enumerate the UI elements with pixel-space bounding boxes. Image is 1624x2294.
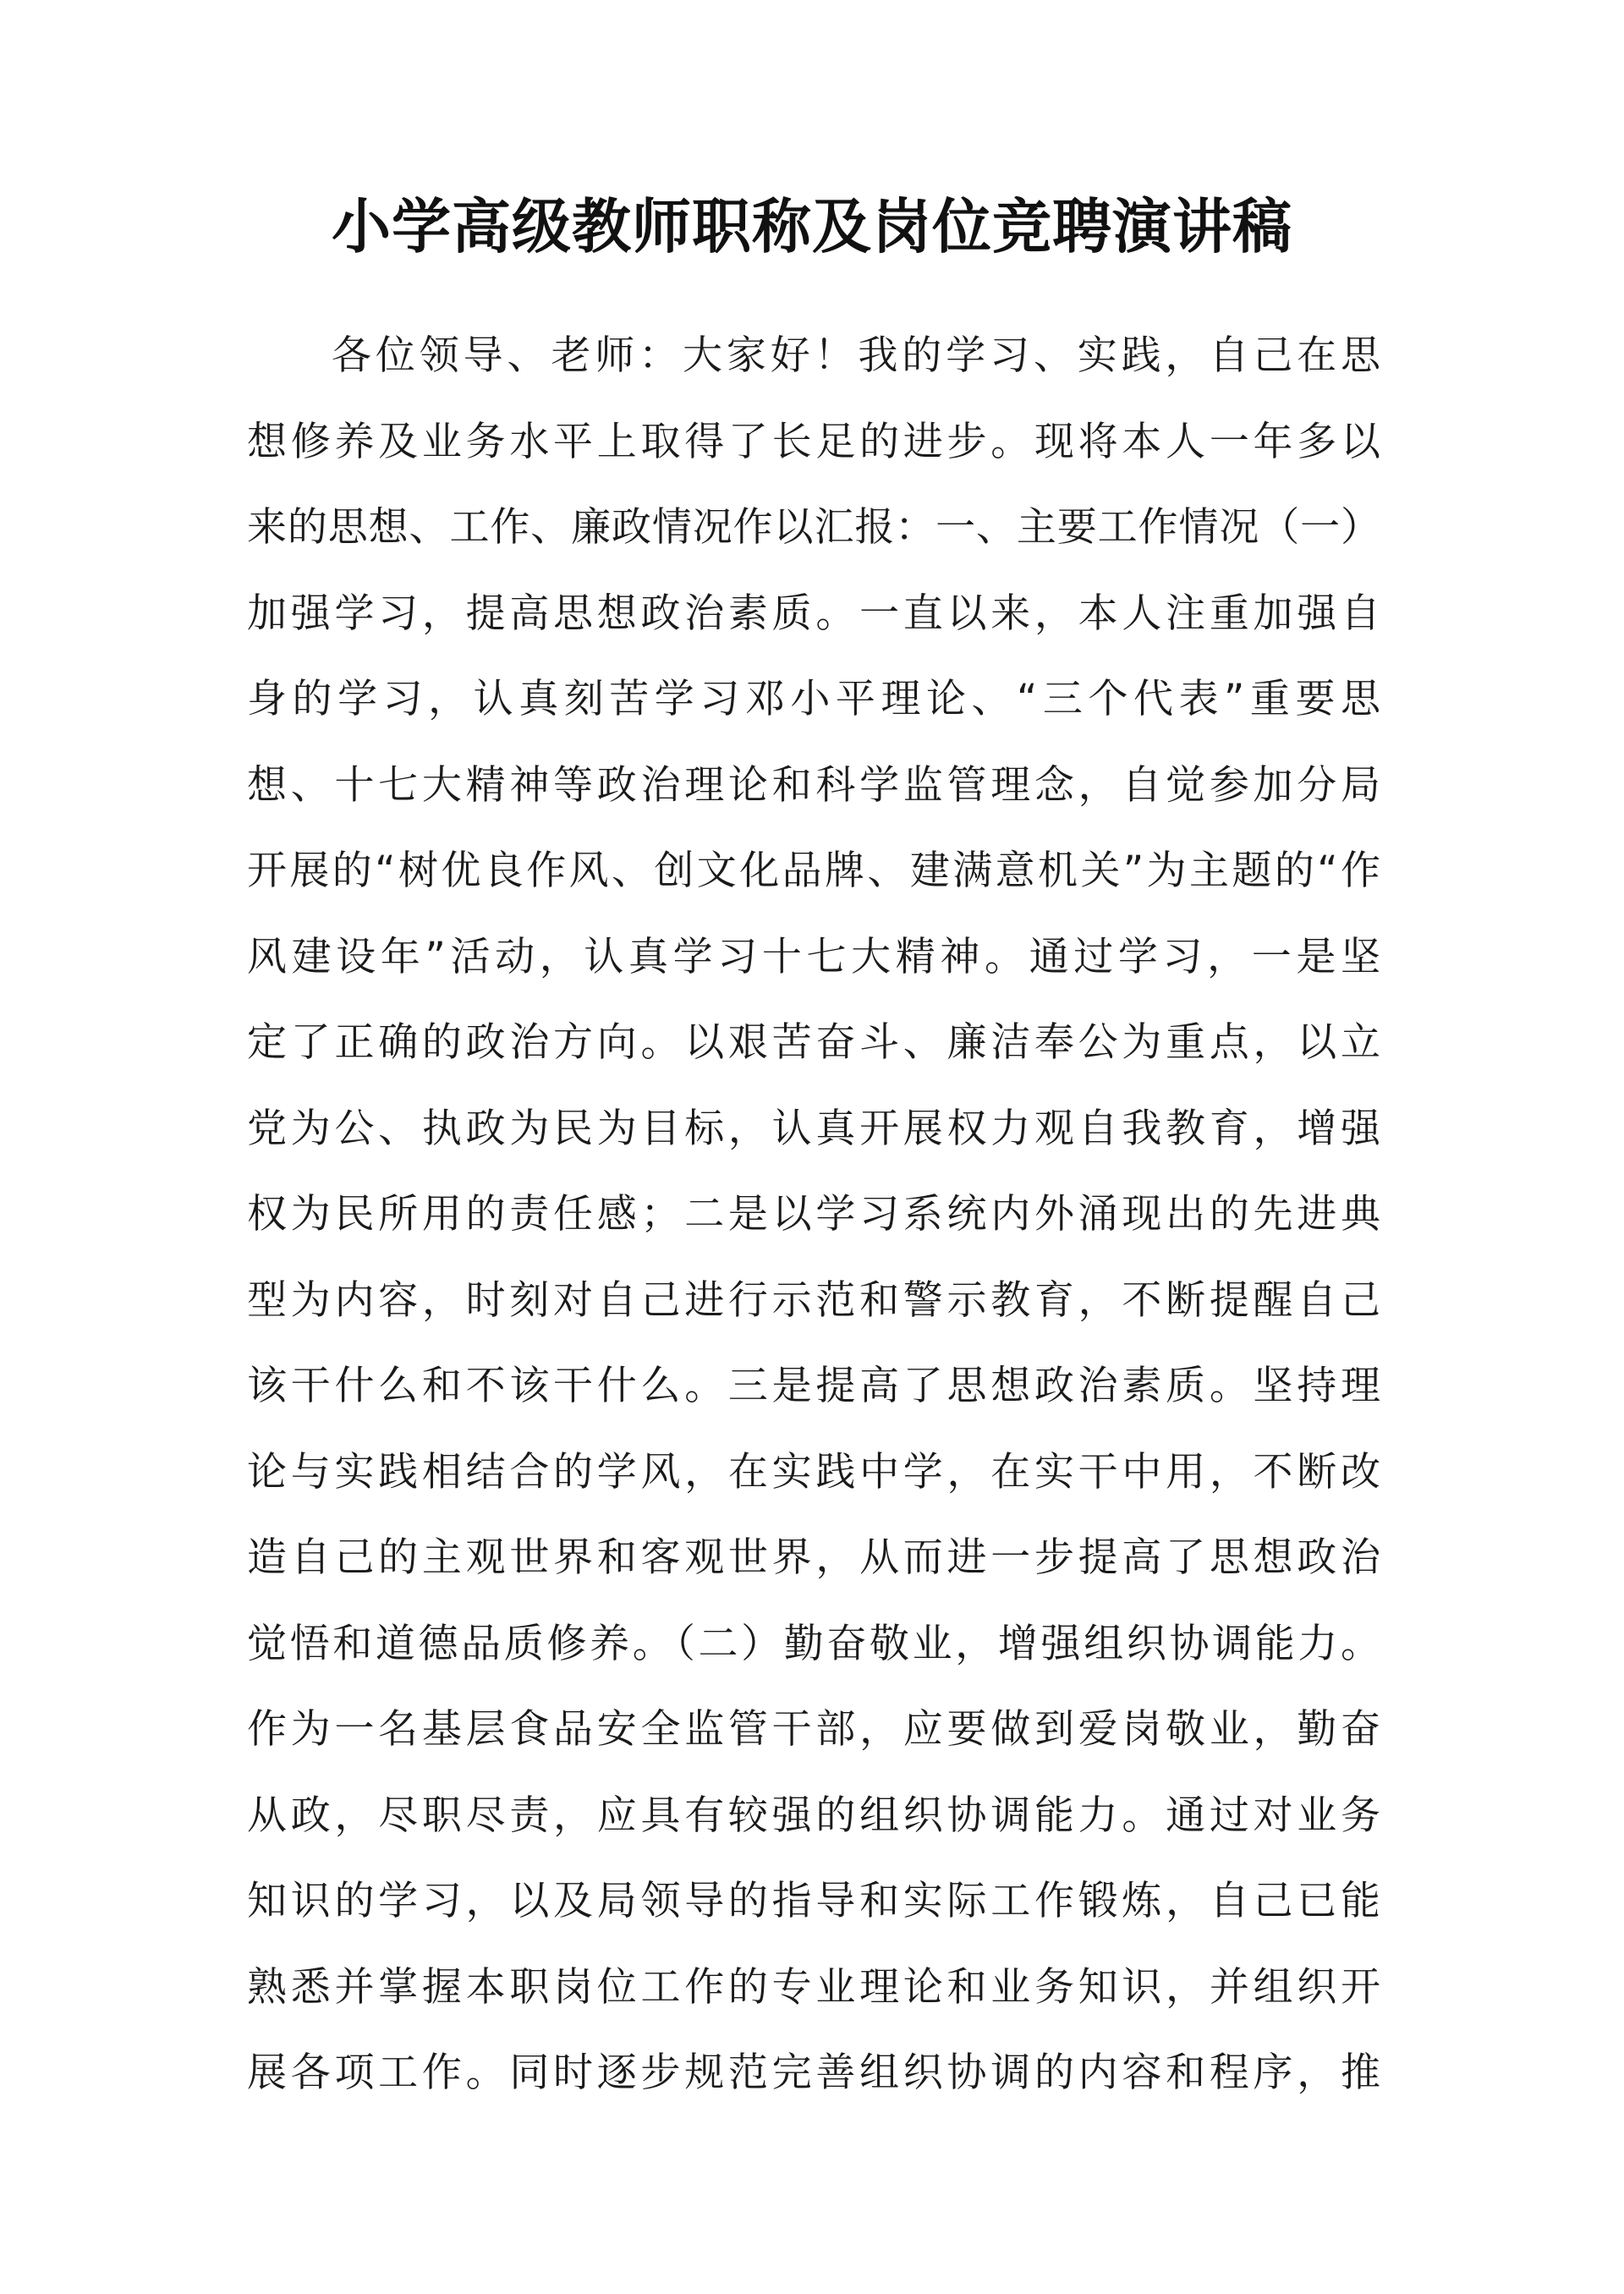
paragraph-line: 论与实践相结合的学风，在实践中学，在实干中用，不断改 xyxy=(247,1448,1380,1495)
document-body xyxy=(247,313,1380,2116)
paragraph-line: 加强学习，提高思想政治素质。一直以来，本人注重加强自 xyxy=(247,590,1380,637)
paragraph-line: 开展的“树优良作风、创文化品牌、建满意机关”为主题的“作 xyxy=(247,848,1380,894)
paragraph-line: 风建设年”活动，认真学习十七大精神。通过学习，一是坚 xyxy=(247,933,1380,980)
paragraph-line: 党为公、执政为民为目标，认真开展权力观自我教育，增强 xyxy=(247,1105,1380,1152)
paragraph-line: 展各项工作。同时逐步规范完善组织协调的内容和程序，推 xyxy=(247,2050,1380,2096)
paragraph-line: 知识的学习，以及局领导的指导和实际工作锻炼，自己已能 xyxy=(247,1878,1380,1924)
paragraph-line: 各位领导、老师：大家好！我的学习、实践，自己在思 xyxy=(332,332,1380,379)
paragraph-line: 想、十七大精神等政治理论和科学监管理念，自觉参加分局 xyxy=(247,761,1380,809)
paragraph-line: 从政，尽职尽责，应具有较强的组织协调能力。通过对业务 xyxy=(247,1792,1380,1839)
paragraph-line: 身的学习，认真刻苦学习邓小平理论、“三个代表”重要思 xyxy=(247,676,1380,722)
paragraph-line: 来的思想、工作、廉政情况作以汇报：一、主要工作情况（一） xyxy=(247,504,1380,551)
paragraph-line: 熟悉并掌握本职岗位工作的专业理论和业务知识，并组织开 xyxy=(247,1963,1380,2011)
paragraph-line: 想修养及业务水平上取得了长足的进步。现将本人一年多以 xyxy=(247,418,1380,465)
paragraph-line: 权为民所用的责任感；二是以学习系统内外涌现出的先进典 xyxy=(247,1191,1380,1238)
paragraph-line: 型为内容，时刻对自己进行示范和警示教育，不断提醒自己 xyxy=(247,1276,1380,1324)
paragraph-line: 定了正确的政治方向。以艰苦奋斗、廉洁奉公为重点，以立 xyxy=(247,1019,1380,1066)
paragraph-line: 觉悟和道德品质修养。（二）勤奋敬业，增强组织协调能力。 xyxy=(247,1620,1380,1667)
paragraph-line: 作为一名基层食品安全监管干部，应要做到爱岗敬业，勤奋 xyxy=(247,1706,1380,1753)
document-title: 小学高级教师职称及岗位竞聘演讲稿 xyxy=(332,191,1292,261)
paragraph-line: 该干什么和不该干什么。三是提高了思想政治素质。坚持理 xyxy=(247,1363,1380,1409)
paragraph-line: 造自己的主观世界和客观世界，从而进一步提高了思想政治 xyxy=(247,1534,1380,1581)
